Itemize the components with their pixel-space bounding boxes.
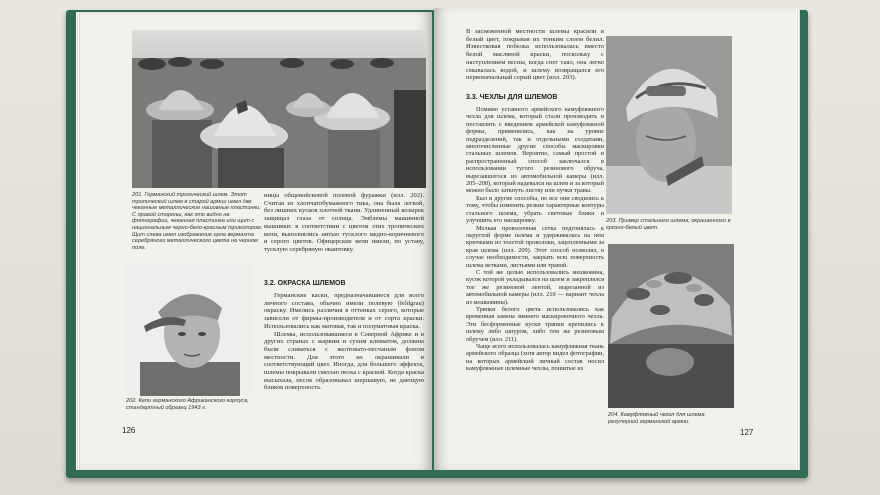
section-3-2-text bbox=[264, 292, 424, 392]
right-page bbox=[434, 8, 800, 470]
paragraph: Тряпки белого цвета использовались как временная замена зимнего маскировочного чехла. Эти бесформенные куски тряпки крепились к шлему либо шнуром, либо тем же резиновым обручем (илл. 211). bbox=[466, 305, 604, 343]
paragraph: Мелкая проволочная сетка подгонялась к округлой форме шлема и удерживалась на нем крючками из толстой проволоки, зацепленными за края шлема (илл. 209). Этот способ позволял, в случае необходимости, закрыть всю поверхность шлема ветками, листьями или травой. bbox=[466, 224, 604, 269]
section-3-3-text bbox=[466, 106, 604, 373]
page-edge bbox=[796, 8, 800, 470]
page-number-left: 126 bbox=[122, 426, 136, 435]
text-column-continuation: ницы общевойсковой полевой фуражки (илл. 202). Считая из хлопчатобумажного тика, она была легкой, без лишних кусков плотной ткани. Удлиненный козырек защищал глаза от солнца. Эмблемы машинной вышивки: в соответствии с цветом этих тропических кепи, выполнялись нитью тусклого медно-коричневого и серого цветов. Офицерские кепи имели, по уставу, тусклую серебряную окантовку. bbox=[264, 192, 424, 253]
soldiers-tropical-helmets-image bbox=[132, 30, 426, 188]
text-top: В заснеженной местности шлемы красили в белый цвет, покрывая их тонким слоем белил. Известковая побелка использовалась вместо белой масляной краски, поскольку с наступлением весны, когда снег таял, она легко смывалась водой, и шлему возвращался его первоначальный серый цвет (илл. 203). bbox=[466, 28, 604, 82]
photo-202 bbox=[126, 264, 252, 396]
photo-204 bbox=[608, 244, 734, 408]
page-number-right: 127 bbox=[740, 428, 754, 437]
paragraph: Германские каски, предназначавшиеся для всего личного состава, обычно имели полевую (feldgrau) окраску. Имелись различия в оттенках серого, которые зависели от фирмы-производителя и от сорта краски. Использовались как матовая, так и полуматовая краска. bbox=[264, 292, 424, 330]
section-heading-3-3: 3.3. ЧЕХЛЫ ДЛЯ ШЛЕМОВ bbox=[466, 94, 558, 101]
photo-201 bbox=[132, 30, 426, 188]
caption-201: 201. Германский тропический шлем. Этот тропический шлем в старой армии имел две чеканные металлические нашивные пластинки. С правой стороны, как это видно на фотографии, чеканная пластинка или щит с национальным черно-бело-красным триколором. Щит слева имел изображение орла вермахта серебряного металлического цвета на черном поле. bbox=[132, 192, 263, 251]
section-heading-3-2: 3.2. ОКРАСКА ШЛЕМОВ bbox=[264, 280, 346, 287]
caption-204: 204. Камуфляжный чехол для шлема регулярной германской армии. bbox=[608, 412, 705, 425]
soldier-white-helmet-image bbox=[606, 36, 732, 214]
page-edge bbox=[76, 12, 80, 470]
paragraph: Помимо уставного армейского камуфляжного чехла для шлема, который стали производить и поставлять с введением армейской камуфляжной формы, применялись, как на уровне подразделений, так и отдельными солдатами, многочисленные другие способы маскировки стальных шлемов. Вероятно, самый простой и распространенный способ заключался в использовании тугого резинового обруча, вырезавшегося из автомобильной камеры (илл. 205–208), который надевался на шлем и за который можно было заткнуть листву или пучки травы. bbox=[466, 106, 604, 195]
camouflage-helmet-cover-image bbox=[608, 244, 734, 408]
paragraph: С той же целью использовались мешковина, кусок которой укладывался на шлем и закреплялся тое же резиновой лентой, вырезанной из автомобильной камеры (илл. 210 — вариант чехла из мешковины). bbox=[466, 268, 604, 306]
left-page bbox=[76, 12, 432, 470]
paragraph: Был и другие способы, но все они сводились к тому, чтобы изменить резкие характерные контуры стального шлема, убрать световые блики и улучшить его маскировку. bbox=[466, 194, 604, 225]
soldier-afrika-korps-cap-image bbox=[126, 264, 252, 396]
caption-203: 203. Пример стального шлема, окрашенного в грязно-белый цвет. bbox=[606, 218, 731, 231]
paragraph: Шлемы, использовавшиеся в Северной Африке и в других странах с жарким и сухим климатом, должны были сливаться с желтовато-песчаным фоном местности. Для этого их окрашивали в соответствующий цвет. Иногда, для большего эффекта, шлемы покрывали смесью песка с краской. Когда краска высыхала, песок образовывал шершавую, не дающую бликов поверхность. bbox=[264, 330, 424, 392]
caption-202: 202. Кепи германского Африканского корпуса, стандартный образец 1943 г. bbox=[126, 398, 249, 411]
photo-203 bbox=[606, 36, 732, 214]
paragraph: Чаще всего использовалась камуфляжная ткань армейского образца (хотя автор видел фотографии, на которых армейский личный состав носил камуфляжные шлемные чехлы, пошитые из bbox=[466, 343, 604, 373]
